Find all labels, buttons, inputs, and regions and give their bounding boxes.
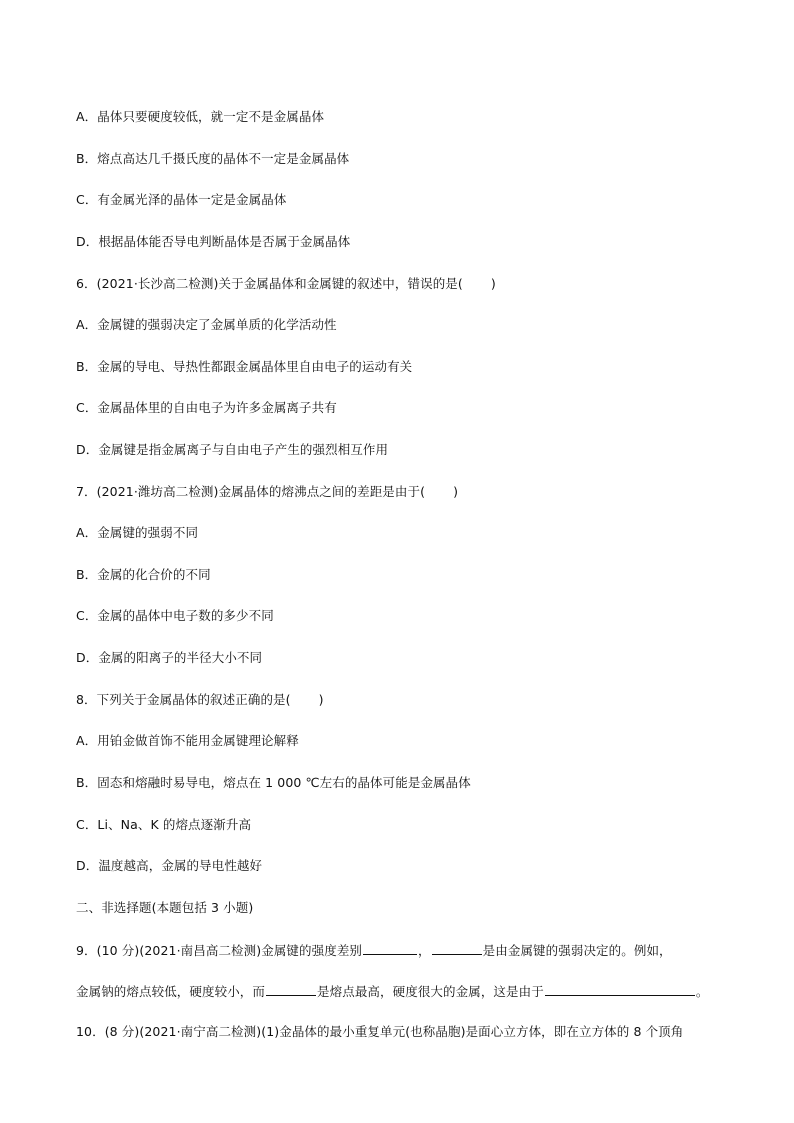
option-c-q8: C．Li、Na、K 的熔点逐渐升高: [76, 817, 252, 832]
option-a-q5: A．晶体只要硬度较低，就一定不是金属晶体: [76, 109, 325, 124]
question-9-text-3: 是由金属键的强弱决定的。例如，: [482, 943, 672, 958]
option-c-q6: C．金属晶体里的自由电子为许多金属离子共有: [76, 400, 337, 415]
option-b-q7: B．金属的化合价的不同: [76, 567, 211, 582]
answer-blank[interactable]: [363, 940, 417, 955]
question-9-text-6: 。: [695, 984, 709, 999]
question-6-text: 6．(2021·长沙高二检测)关于金属晶体和金属键的叙述中，错误的是(: [76, 276, 463, 291]
answer-blank[interactable]: [266, 981, 316, 996]
question-8-text: 8．下列关于金属晶体的叙述正确的是(: [76, 692, 291, 707]
option-b-q8: B．固态和熔融时易导电，熔点在 1 000 ℃左右的晶体可能是金属晶体: [76, 775, 471, 790]
option-d-q8: D．温度越高，金属的导电性越好: [76, 858, 263, 873]
option-b-q5: B．熔点高达几千摄氏度的晶体不一定是金属晶体: [76, 151, 350, 166]
option-d-q6: D．金属键是指金属离子与自由电子产生的强烈相互作用: [76, 442, 389, 457]
question-10: 10．(8 分)(2021·南宁高二检测)(1)金晶体的最小重复单元(也称晶胞)是面心立方体，即在立方体的 8 个顶角: [76, 1024, 684, 1039]
option-a-q6: A．金属键的强弱决定了金属单质的化学活动性: [76, 317, 337, 332]
question-9-continued: [76, 981, 718, 1002]
answer-blank[interactable]: [432, 940, 482, 955]
question-7: [76, 482, 718, 502]
question-9-text-4: 金属钠的熔点较低，硬度较小，而: [76, 984, 266, 999]
question-8-close: ): [318, 692, 324, 707]
question-6-close: ): [490, 276, 496, 291]
question-9: [76, 940, 718, 961]
question-7-text: 7．(2021·潍坊高二检测)金属晶体的熔沸点之间的差距是由于(: [76, 484, 426, 499]
option-a-q8: A．用铂金做首饰不能用金属键理论解释: [76, 733, 299, 748]
question-6: [76, 274, 718, 294]
option-b-q6: B．金属的导电、导热性都跟金属晶体里自由电子的运动有关: [76, 359, 413, 374]
question-9-text-1: 9．(10 分)(2021·南昌高二检测)金属键的强度差别: [76, 943, 363, 958]
question-8: [76, 690, 718, 710]
section-heading: 二、非选择题(本题包括 3 小题): [76, 900, 254, 915]
question-7-close: ): [453, 484, 459, 499]
option-c-q7: C．金属的晶体中电子数的多少不同: [76, 608, 274, 623]
option-d-q5: D．根据晶体能否导电判断晶体是否属于金属晶体: [76, 234, 351, 249]
answer-blank[interactable]: [545, 981, 695, 996]
option-c-q5: C．有金属光泽的晶体一定是金属晶体: [76, 192, 287, 207]
option-d-q7: D．金属的阳离子的半径大小不同: [76, 650, 263, 665]
option-a-q7: A．金属键的强弱不同: [76, 525, 199, 540]
question-9-text-2: ，: [418, 943, 431, 958]
question-9-text-5: 是熔点最高，硬度很大的金属，这是由于: [317, 984, 544, 999]
